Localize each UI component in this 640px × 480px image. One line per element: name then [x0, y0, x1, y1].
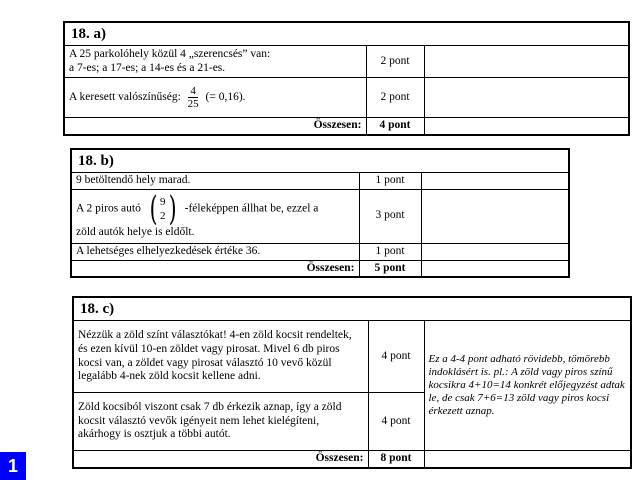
solution-step: Zöld kocsiból viszont csak 7 db érkezik aznap, így a zöld kocsit választó vevők igényeit nem lehet kielégíteni, akárhogy is osztjuk a többi autót. [73, 393, 368, 451]
binomial-bottom: 2 [160, 210, 166, 223]
total-label: Összesen: [73, 451, 368, 468]
note-cell [421, 260, 569, 277]
binomial-coefficient: ( 9 2 ) [149, 189, 177, 230]
section-title: 18. c) [73, 297, 631, 321]
solution-step [64, 78, 366, 118]
note-cell [424, 78, 629, 118]
fraction-numerator: 4 [190, 84, 196, 97]
solution-step: Nézzük a zöld színt választókat! 4-en zöld kocsit rendeltek, és ezen kívül 10-en zöldet vagy pirosat. Mivel 6 db piros kocsi van, a zöldet vagy pirosat választó 10 vevő közül legalább 4-nek zöld kocsit kellene adni. [73, 321, 368, 393]
step-line: zöld autók helye is eldőlt. [76, 226, 195, 239]
solution-table-18c [72, 296, 632, 469]
note-cell [424, 46, 629, 78]
note-cell [421, 173, 569, 190]
slide-number-badge: 1 [0, 452, 26, 480]
points-cell: 4 pont [368, 393, 424, 451]
note-cell [421, 243, 569, 260]
grading-note: Ez a 4-4 pont adható rövidebb, tömörebb indoklásért is. pl.: A zöld vagy piros színű kocsikra 4+10=14 konkrét előjegyzést adtak le, de csak 7+6=13 zöld vagy piros kocsi érkezett aznap. [424, 321, 631, 451]
note-cell [424, 118, 629, 135]
solution-step: 9 betöltendő hely marad. [71, 173, 359, 190]
step-text: A 2 piros autó [76, 203, 141, 216]
solution-step: A lehetséges elhelyezkedések értéke 36. [71, 243, 359, 260]
total-points: 5 pont [359, 260, 421, 277]
step-text: A keresett valószínűség: [69, 91, 181, 104]
note-cell [424, 451, 631, 468]
solution-table-18a [63, 21, 630, 136]
fraction-denominator: 25 [187, 98, 199, 110]
fraction [186, 85, 201, 110]
points-cell: 3 pont [359, 189, 421, 243]
solution-step [64, 46, 366, 78]
step-text-tail: (= 0,16). [205, 91, 246, 104]
section-title: 18. a) [64, 22, 629, 46]
binomial-top: 9 [160, 196, 166, 209]
points-cell: 2 pont [366, 46, 424, 78]
points-cell: 1 pont [359, 173, 421, 190]
step-text: -féleképpen állhat be, ezzel a [184, 203, 319, 216]
step-line: A 25 parkolóhely közül 4 „szerencsés” van: [69, 47, 271, 60]
total-points: 8 pont [368, 451, 424, 468]
solution-table-18b [70, 148, 570, 278]
section-title: 18. b) [71, 149, 569, 173]
points-cell: 4 pont [368, 321, 424, 393]
note-cell [421, 189, 569, 243]
step-line: a 7-es; a 17-es; a 14-es és a 21-es. [69, 61, 226, 74]
total-label: Összesen: [64, 118, 366, 135]
total-label: Összesen: [71, 260, 359, 277]
points-cell: 1 pont [359, 243, 421, 260]
points-cell: 2 pont [366, 78, 424, 118]
total-points: 4 pont [366, 118, 424, 135]
solution-step [71, 189, 359, 243]
